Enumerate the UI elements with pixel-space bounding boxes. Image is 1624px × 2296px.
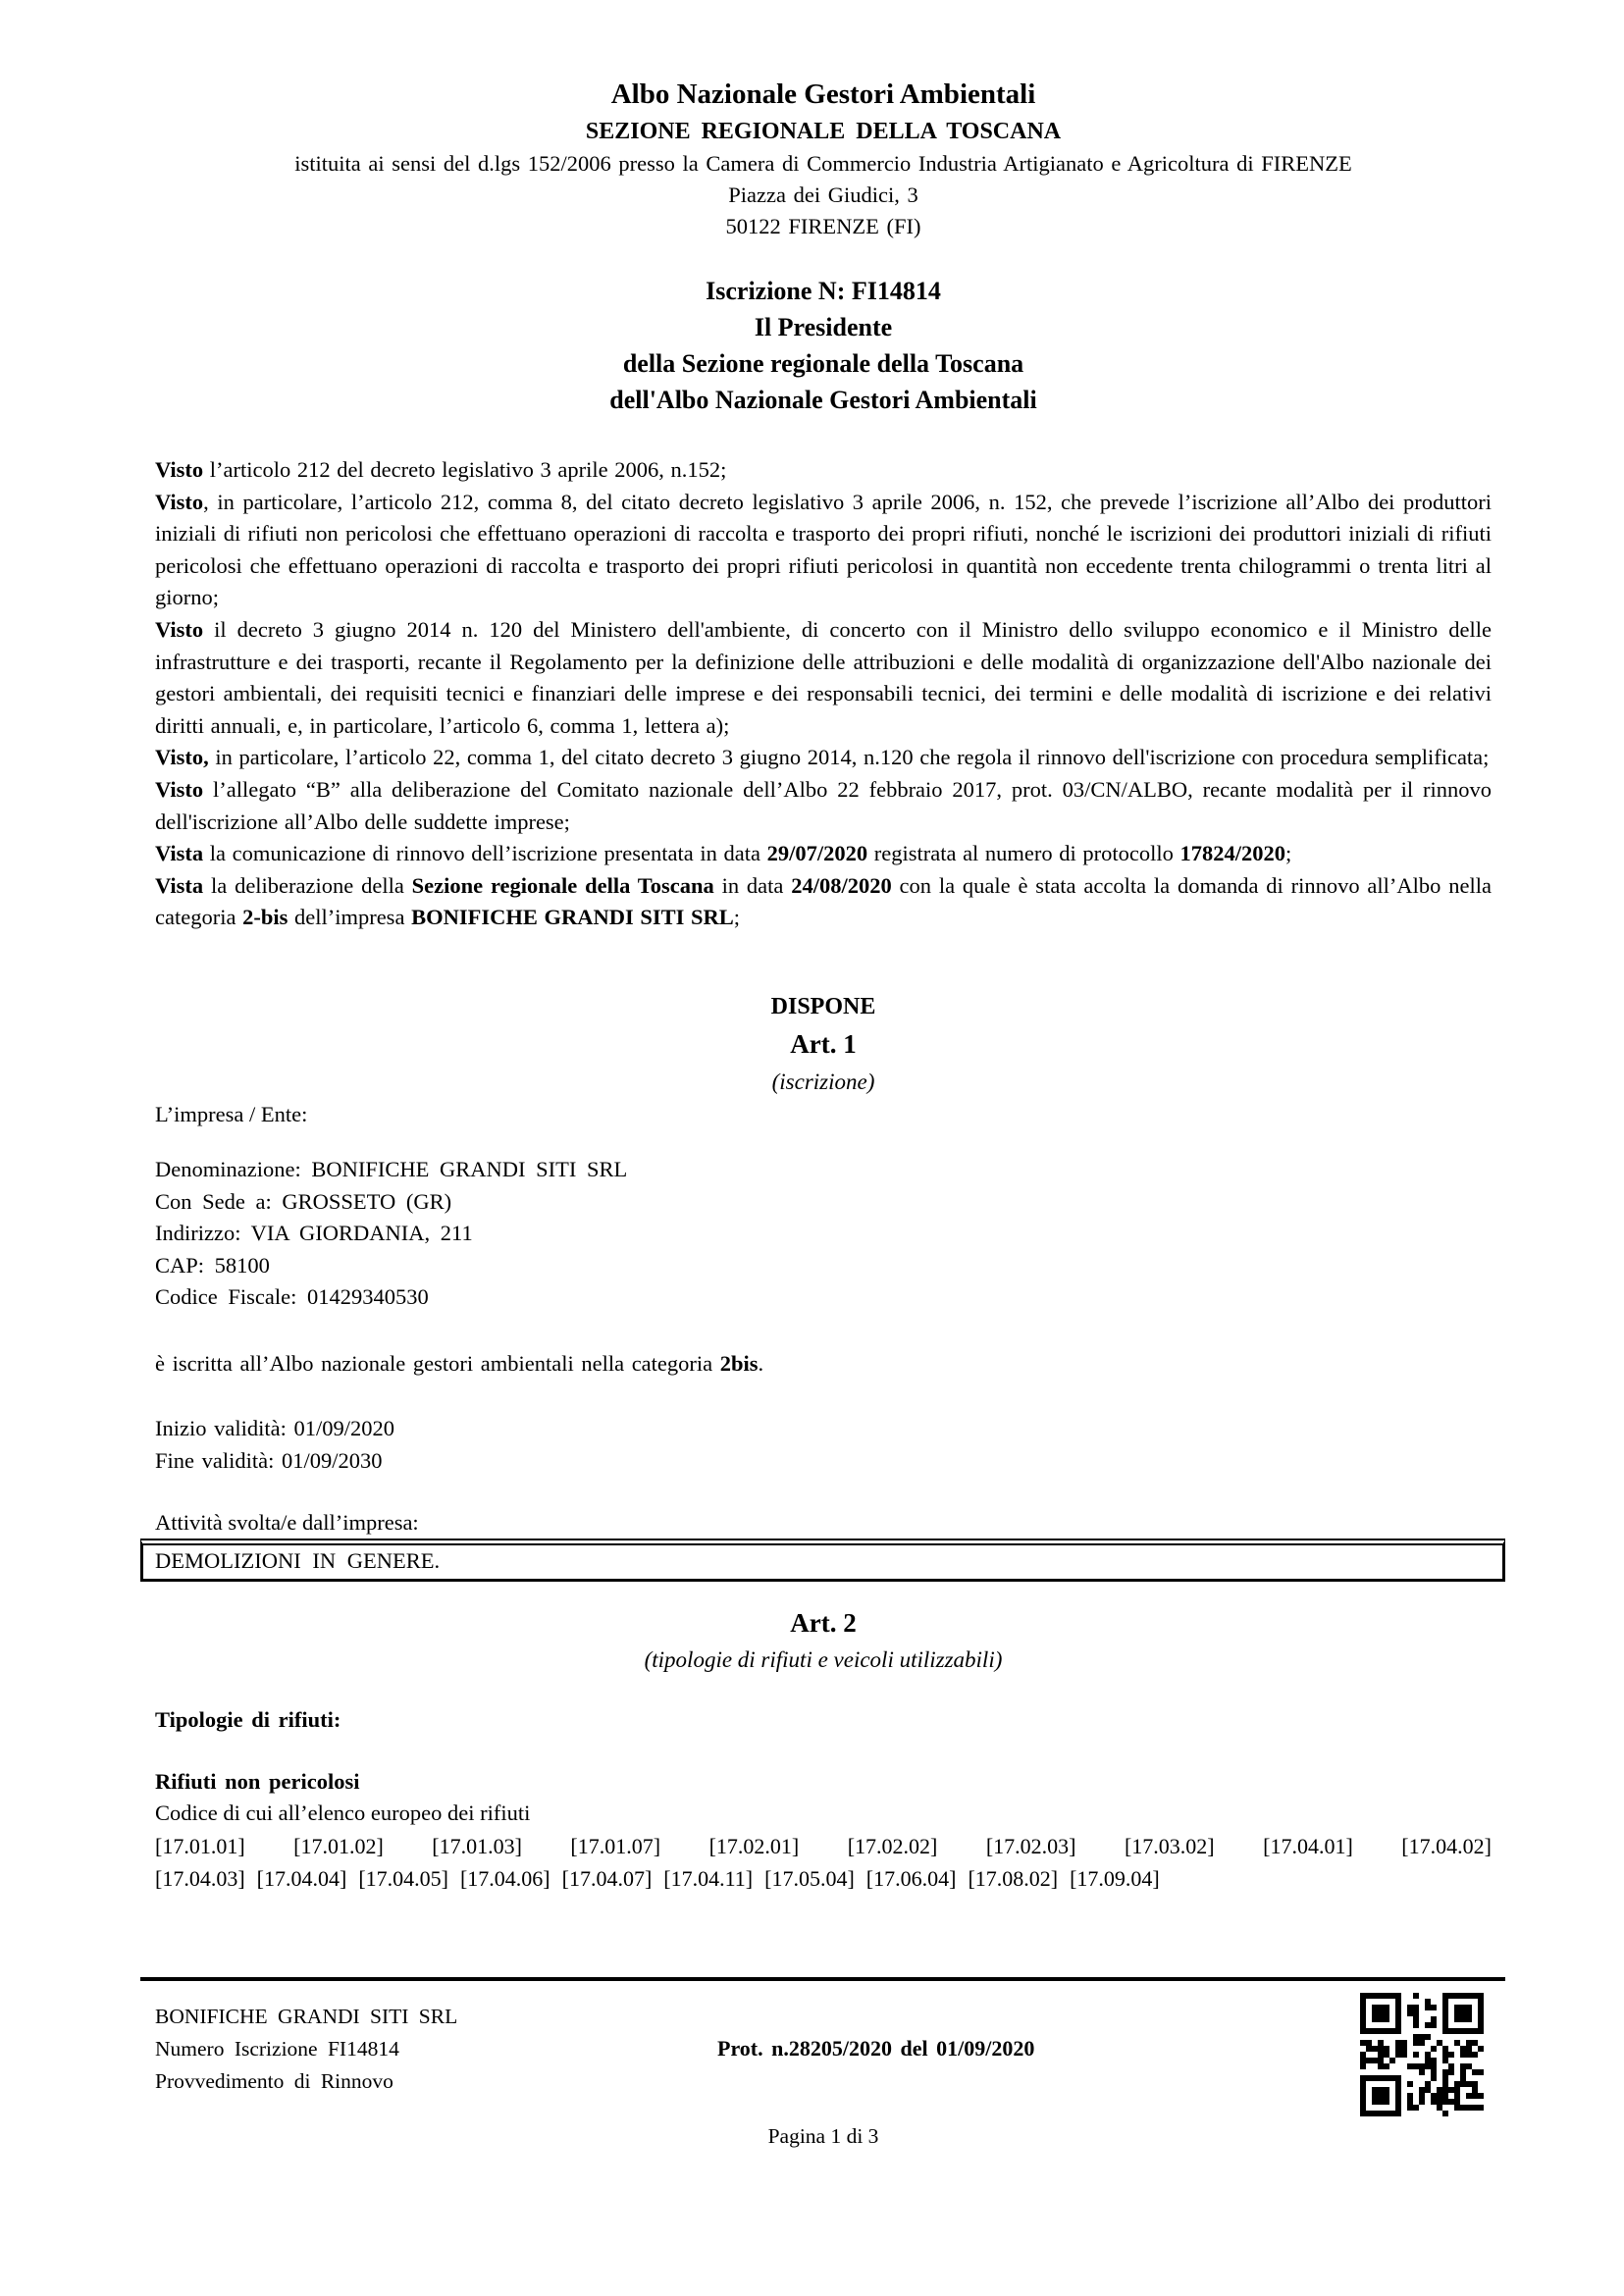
waste-code: [17.08.02] — [968, 1865, 1059, 1891]
codes-label: Codice di cui all’elenco europeo dei rifiuti — [155, 1800, 531, 1825]
non-pericolosi-label: Rifiuti non pericolosi — [155, 1768, 360, 1794]
company-codice-fiscale: Codice Fiscale: 01429340530 — [155, 1284, 429, 1310]
waste-code: [17.04.02] — [1401, 1833, 1492, 1858]
waste-code: [17.04.04] — [256, 1865, 347, 1891]
footer-protocol: Prot. n.28205/2020 del 01/09/2020 — [717, 2035, 1035, 2061]
waste-code: [17.04.11] — [663, 1865, 754, 1891]
page-number: Pagina 1 di 3 — [767, 2123, 879, 2148]
waste-code: [17.04.06] — [459, 1865, 550, 1891]
validity-end: Fine validità: 01/09/2030 — [155, 1448, 383, 1474]
article-2-title: Art. 2 — [790, 1607, 857, 1638]
address-line: Piazza dei Giudici, 3 — [728, 183, 918, 207]
footer-rule — [140, 1977, 1505, 1981]
company-cap: CAP: 58100 — [155, 1252, 270, 1278]
waste-code: [17.01.03] — [432, 1833, 522, 1858]
premise-paragraph: Visto il decreto 3 giugno 2014 n. 120 del Ministero dell'ambiente, di concerto con il Ministro dello sviluppo economico e il Ministro delle infrastrutture e dei trasporti, recante il Regolamento per la definizione delle attribuzioni e delle modalità di organizzazione dell'Albo nazionale dei gestori ambientali, dei requisiti tecnici e finanziari delle imprese e dei responsabili tecnici, dei termini e delle modalità di iscrizione e dei relativi diritti annuali, e, in particolare, l’articolo 6, comma 1, lettera a); — [155, 616, 1492, 738]
document-content — [0, 77, 1624, 2149]
activity-label: Attività svolta/e dall’impresa: — [155, 1509, 419, 1535]
premise-paragraph: Visto, in particolare, l’articolo 22, comma 1, del citato decreto 3 giugno 2014, n.120 che regola il rinnovo dell'iscrizione con procedura semplificata; — [155, 745, 1490, 770]
premise-paragraph: Vista la comunicazione di rinnovo dell’iscrizione presentata in data 29/07/2020 registrata al numero di protocollo 17824/2020; — [155, 841, 1292, 866]
waste-code: [17.01.07] — [570, 1833, 661, 1858]
company-denominazione: Denominazione: BONIFICHE GRANDI SITI SRL — [155, 1156, 628, 1181]
waste-code: [17.04.01] — [1263, 1833, 1353, 1858]
company-indirizzo: Indirizzo: VIA GIORDANIA, 211 — [155, 1221, 473, 1246]
dispone-heading: DISPONE — [770, 993, 876, 1019]
footer-provvedimento: Provvedimento di Rinnovo — [155, 2068, 393, 2093]
activity-value-box: DEMOLIZIONI IN GENERE. — [140, 1539, 1505, 1582]
waste-code: [17.03.02] — [1124, 1833, 1215, 1858]
company-sede: Con Sede a: GROSSETO (GR) — [155, 1188, 452, 1214]
register-line: dell'Albo Nazionale Gestori Ambientali — [609, 386, 1037, 414]
page-footer — [140, 1977, 1505, 2098]
registration-number: Iscrizione N: FI14814 — [706, 277, 941, 305]
registration-statement: è iscritta all’Albo nazionale gestori ambientali nella categoria 2bis. — [155, 1350, 764, 1376]
waste-code: [17.04.03] — [155, 1865, 245, 1891]
footer-company: BONIFICHE GRANDI SITI SRL — [155, 2004, 458, 2028]
premise-paragraph: Visto l’allegato “B” alla deliberazione del Comitato nazionale dell’Albo 22 febbraio 2017, prot. 03/CN/ALBO, recante modalità per il rinnovo dell'iscrizione all’Albo delle suddette imprese; — [155, 776, 1492, 834]
waste-code: [17.01.02] — [293, 1833, 384, 1858]
company-details — [155, 1154, 1492, 1314]
article-1-title: Art. 1 — [790, 1028, 857, 1059]
validity-start: Inizio validità: 01/09/2020 — [155, 1416, 394, 1441]
legal-premises — [155, 454, 1492, 934]
register-title: Albo Nazionale Gestori Ambientali — [610, 78, 1036, 110]
president-line: Il Presidente — [754, 313, 893, 341]
qr-code — [1360, 1993, 1484, 2116]
waste-code: [17.01.01] — [155, 1833, 245, 1858]
city-line: 50122 FIRENZE (FI) — [725, 214, 921, 238]
waste-code: [17.04.05] — [358, 1865, 448, 1891]
waste-code: [17.04.07] — [561, 1865, 653, 1891]
registration-heading — [155, 273, 1492, 418]
waste-code: [17.06.04] — [865, 1865, 957, 1891]
waste-code: [17.09.04] — [1070, 1865, 1160, 1891]
footer-number: Numero Iscrizione FI14814 — [155, 2036, 399, 2061]
waste-code: [17.02.02] — [847, 1833, 938, 1858]
waste-codes-row-1 — [155, 1830, 1492, 1862]
premise-paragraph: Visto, in particolare, l’articolo 212, comma 8, del citato decreto legislativo 3 aprile 2006, n. 152, che prevede l’iscrizione all’Albo dei produttori iniziali di rifiuti non pericolosi che effettuano operazioni di raccolta e trasporto dei propri rifiuti, nonché le iscrizioni dei produttori iniziali di rifiuti pericolosi che effettuano operazioni di raccolta e trasporto dei propri rifiuti pericolosi in quantità non eccedente trenta chilogrammi o trenta litri al giorno; — [155, 489, 1492, 610]
premise-paragraph: Visto l’articolo 212 del decreto legislativo 3 aprile 2006, n.152; — [155, 457, 727, 482]
article-2-note: (tipologie di rifiuti e veicoli utilizzabili) — [644, 1646, 1003, 1672]
article-1-note: (iscrizione) — [771, 1069, 875, 1094]
waste-codes-row-2 — [155, 1862, 1492, 1895]
waste-code: [17.02.01] — [708, 1833, 800, 1858]
regional-section-subtitle: SEZIONE REGIONALE DELLA TOSCANA — [585, 119, 1062, 144]
institution-line: istituita ai sensi del d.lgs 152/2006 presso la Camera di Commercio Industria Artigianato e Agricoltura di FIRENZE — [294, 151, 1352, 176]
validity-block — [155, 1413, 1492, 1477]
premise-paragraph: Vista la deliberazione della Sezione regionale della Toscana in data 24/08/2020 con la quale è stata accolta la domanda di rinnovo all’Albo nella categoria 2-bis dell’impresa BONIFICHE GRANDI SITI SRL; — [155, 872, 1492, 930]
tipologie-label: Tipologie di rifiuti: — [155, 1706, 341, 1732]
waste-code: [17.05.04] — [764, 1865, 855, 1891]
company-intro-label: L’impresa / Ente: — [155, 1101, 308, 1126]
waste-code: [17.02.03] — [985, 1833, 1076, 1858]
section-line: della Sezione regionale della Toscana — [622, 349, 1024, 378]
